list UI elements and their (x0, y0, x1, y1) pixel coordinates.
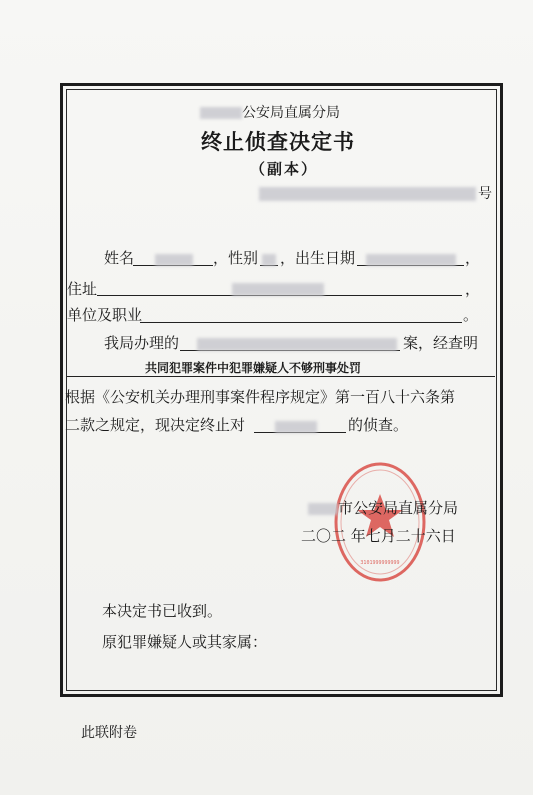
dob-label: ，出生日期 (280, 249, 356, 267)
redacted-signing-city (308, 503, 338, 515)
seal-serial: 3101999999999 (360, 560, 400, 566)
copy-label: （副本） (250, 160, 319, 178)
signing-agency (308, 497, 458, 518)
case-suffix: 案，经查明 (403, 334, 479, 352)
redacted-case-name (197, 338, 397, 351)
redacted-address (232, 283, 324, 296)
body-line-1: 根据《公安机关办理刑事案件程序规定》第一百八十六条第 (65, 388, 456, 406)
name-label: 姓名 (104, 249, 135, 267)
finding-underline (67, 376, 495, 377)
redacted-gender (262, 254, 276, 266)
case-prefix: 我局办理的 (104, 334, 180, 352)
signing-date: 二〇二 年七月二十六日 (301, 527, 456, 545)
signing-agency-name: 市公安局直属分局 (338, 499, 459, 517)
redacted-name (155, 254, 193, 266)
official-seal (332, 460, 428, 584)
work-underline (140, 322, 462, 323)
address-comma: ， (465, 280, 481, 298)
footer-note: 此联附卷 (81, 725, 137, 741)
work-label: 单位及职业 (67, 306, 143, 324)
receipt-suspect: 原犯罪嫌疑人或其家属： (102, 633, 268, 651)
finding-text: 共同犯罪案件中犯罪嫌疑人不够刑事处罚 (145, 361, 362, 375)
redacted-target (275, 421, 317, 433)
body-line-2a: 二款之规定，现决定终止对 (65, 416, 246, 434)
address-label: 住址 (67, 280, 98, 298)
dob-comma: ， (465, 249, 481, 267)
number-suffix: 号 (478, 186, 492, 202)
agency-name: 公安局直属分局 (242, 105, 340, 121)
receipt-received: 本决定书已收到。 (102, 602, 223, 620)
body-line-2b: 的侦查。 (348, 416, 409, 434)
work-period: 。 (463, 306, 479, 324)
gender-label: ，性别 (213, 249, 259, 267)
redacted-number (259, 187, 476, 201)
doc-number (259, 183, 476, 202)
redacted-dob (366, 254, 456, 266)
document-title: 终止侦查决定书 (201, 129, 355, 154)
redacted-city (200, 107, 242, 119)
issuing-agency (200, 102, 340, 122)
